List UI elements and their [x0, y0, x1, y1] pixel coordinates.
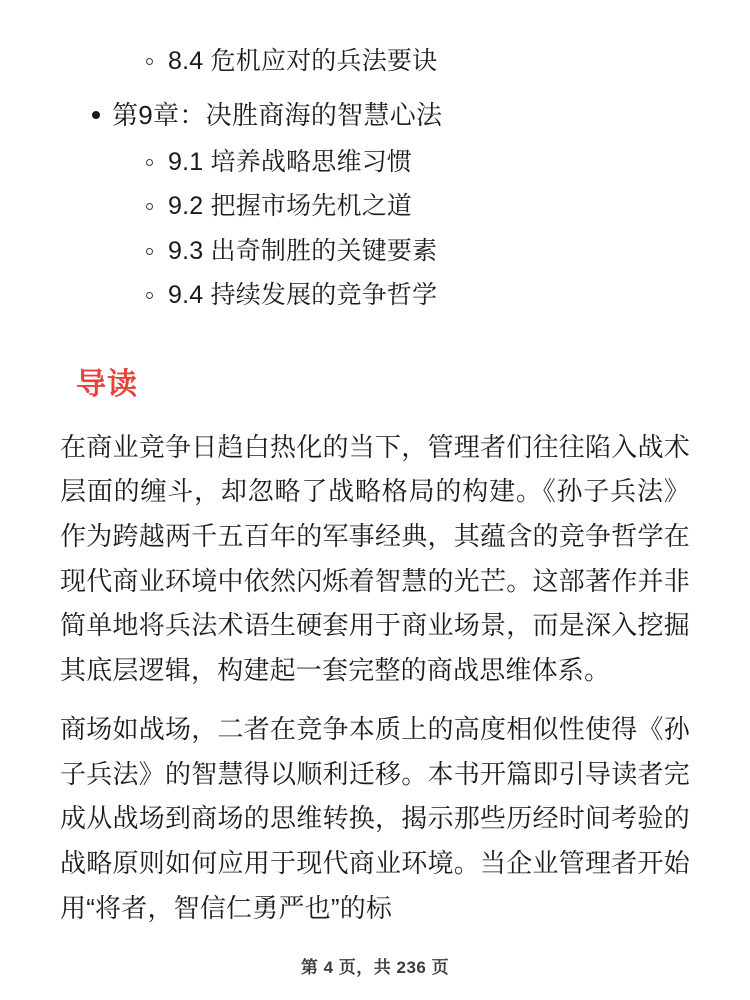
toc-item-label: 9.1 培养战略思维习惯: [168, 147, 413, 176]
circle-outline-bullet-icon: [146, 248, 153, 255]
toc-item-label: 9.2 把握市场先机之道: [168, 192, 413, 221]
toc-item-label: 8.4 危机应对的兵法要诀: [168, 47, 438, 75]
circle-filled-bullet-icon: [92, 111, 100, 119]
toc-item[interactable]: [60, 275, 690, 317]
page-footer: 第 4 页，共 236 页: [300, 958, 450, 977]
toc-item-label: 第9章：决胜商海的智慧心法: [112, 99, 443, 130]
body-paragraph: 在商业竞争日趋白热化的当下，管理者们往往陷入战术层面的缠斗，却忽略了战略格局的构建。《孙子兵法》作为跨越两千五百年的军事经典，其蕴含的竞争哲学在现代商业环境中依然闪烁着智慧的光芒。这部著作并非简单地将兵法术语生硬套用于商业场景，而是深入挖掘其底层逻辑，构建起一套完整的商战思维体系。: [60, 431, 690, 686]
toc-item[interactable]: [60, 186, 690, 228]
toc-item-chapter[interactable]: [60, 94, 690, 136]
toc-item[interactable]: [60, 142, 690, 184]
circle-outline-bullet-icon: [146, 159, 153, 166]
table-of-contents: [60, 41, 690, 317]
body-paragraph: 商场如战场，二者在竞争本质上的高度相似性使得《孙子兵法》的智慧得以顺利迁移。本书开篇即引导读者完成从战场到商场的思维转换，揭示那些历经时间考验的战略原则如何应用于现代商业环境。当企业管理者开始用“将者，智信仁勇严也”的标: [60, 713, 690, 923]
section-heading: 导读: [76, 367, 138, 401]
circle-outline-bullet-icon: [146, 58, 153, 65]
toc-item-label: 9.4 持续发展的竞争哲学: [168, 281, 438, 310]
toc-item[interactable]: [60, 231, 690, 273]
circle-outline-bullet-icon: [146, 203, 153, 210]
circle-outline-bullet-icon: [146, 292, 153, 299]
toc-item-label: 9.3 出奇制胜的关键要素: [168, 236, 438, 265]
toc-item[interactable]: [60, 41, 690, 83]
